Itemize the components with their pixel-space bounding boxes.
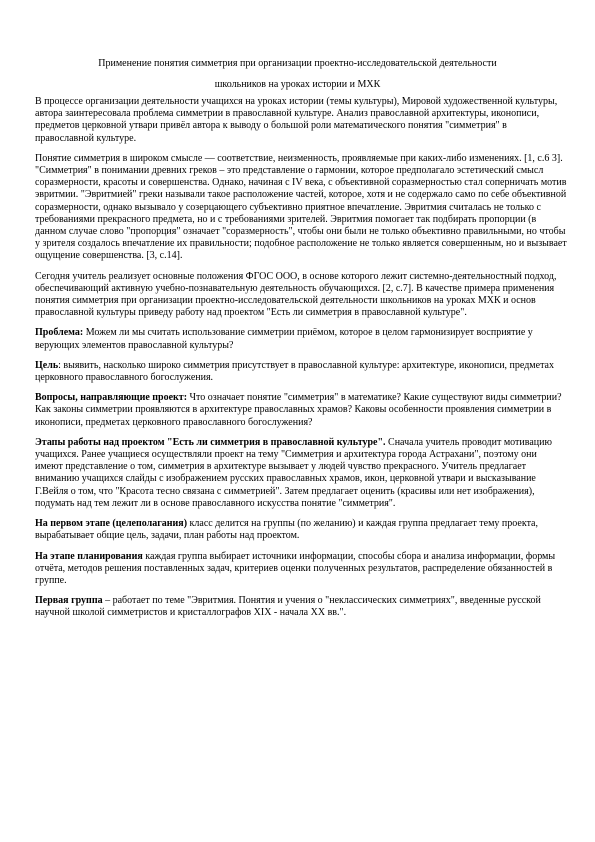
paragraph-planning xyxy=(35,551,567,588)
document-body xyxy=(35,96,567,628)
questions-text: Что означает понятие "симметрия" в математике? Какие существуют виды симметрии? Как законы симметрии проявляются в архитектуре православных храмов? Каковы особенности проявления симметрии в иконописи, предметах церковного православного богослужения? xyxy=(35,392,562,428)
goal-text: : выявить, насколько широко симметрия присутствует в православной культуре: архитектуре, иконописи, предметах церковного православного богослужения. xyxy=(35,359,554,384)
questions-label: Вопросы, направляющие проект: xyxy=(35,392,188,404)
paragraph-first-group xyxy=(35,595,567,619)
paragraph-fgos: Сегодня учитель реализует основные положения ФГОС ООО, в основе которого лежит системно-деятельностный подход, обеспечивающий активную учебно-познавательную деятельность обучающихся. [2, с.7]. В качестве примера применения понятия симметрия при организации проектно-исследовательской деятельности школьников на уроках МХК и основ православной культуры приведу работу над проектом "Есть ли симметрия в православной культуре". xyxy=(35,270,557,319)
stages-text: Сначала учитель проводит мотивацию учащихся. Ранее учащиеся осуществляли проект на тему "Симметрия и архитектура города Астрахани", поэтому они имеют представление о том, симметрия в архитектуре вызывает у людей чувство прекрасного. Учитель предлагает вниманию учащихся слайды с изображением русских православных храмов, икон, церковной утвари и высказывание Г.Вейля о том, что "Красота тесно связана с симметрией". Затем предлагает оценить (красивы или нет изображения), подумать над тем лежит ли в основе православного искусства понятие "симметрия". xyxy=(35,436,552,509)
first-group-label: Первая группа xyxy=(35,595,103,607)
paragraph-goal xyxy=(35,360,567,384)
first-stage-label: На первом этапе (целеполагания) xyxy=(35,518,188,530)
document-title-line-1: Применение понятия симметрия при организации проектно-исследовательской деятельности xyxy=(98,58,497,69)
paragraph-problem xyxy=(35,327,567,351)
goal-label: Цель xyxy=(35,359,59,371)
first-stage-text: класс делится на группы (по желанию) и каждая группа предлагает тему проекта, вырабатывает общие цель, задачи, план работы над проектом. xyxy=(35,518,538,542)
paragraph-intro: В процессе организации деятельности учащихся на уроках истории (темы культуры), Мировой художественной культуры, автора заинтересовала проблема симметрии в православной культуре. Анализ православной архитектуры, иконописи, предметов церковной утвари привёл автора к выводу о большой роли математического понятия "симметрия" в православной культуре. xyxy=(35,96,558,144)
problem-label: Проблема: xyxy=(35,327,84,339)
paragraph-first-stage xyxy=(35,518,567,542)
stages-label: Этапы работы над проектом "Есть ли симметрия в православной культуре". xyxy=(35,436,386,448)
first-group-text: – работает по теме "Эвритмия. Понятия и учения о "неклассических симметриях", введенные русской научной школой симметристов и кристаллографов XIX - начала XX вв.". xyxy=(35,595,541,619)
document-title-line-2: школьников на уроках истории и МХК xyxy=(214,79,381,90)
paragraph-questions xyxy=(35,392,567,429)
planning-label: На этапе планирования xyxy=(35,550,143,562)
paragraph-stages xyxy=(35,437,567,510)
problem-text: Можем ли мы считать использование симметрии приёмом, которое в целом гармонизирует восприятие у верующих элементов православной культуры? xyxy=(35,327,533,351)
planning-text: каждая группа выбирает источники информации, способы сбора и анализа информации, формы отчёта, методов решения поставленных задач, критериев оценки полученных результатов, распределение обязанностей в группе. xyxy=(35,550,556,586)
paragraph-symmetry-definition: Понятие симметрия в широком смысле — соответствие, неизменность, проявляемые при каких-либо изменениях. [1, с.6 3]. "Симметрия" в понимании древних греков – это представление о гармонии, которое предполагало эстетический смысл соразмерности, красоты и совершенства. Однако, начиная с IV века, с объективной соразмерностью стал соперничать мотив эвритмии. "Эвритмией" греки называли такое расположение частей, которое, хотя и не содержало само по себе объективной соразмерности, однако вызывало у созерцающего субъективно приятное впечатление. Эвритмия считалась не только с требованиями прекрасного предмета, но и с требованиями зрителей. Эвритмия помогает так подбирать пропорции (в данном случае слово "пропорция" означает "соразмерность", чтобы они были не только объективно правильными, но чтобы у зрителя создалось впечатление их правильности; подобное расположение не только является совершенным, но и вызывает ощущение совершенства. [3, с.14]. xyxy=(35,152,567,262)
